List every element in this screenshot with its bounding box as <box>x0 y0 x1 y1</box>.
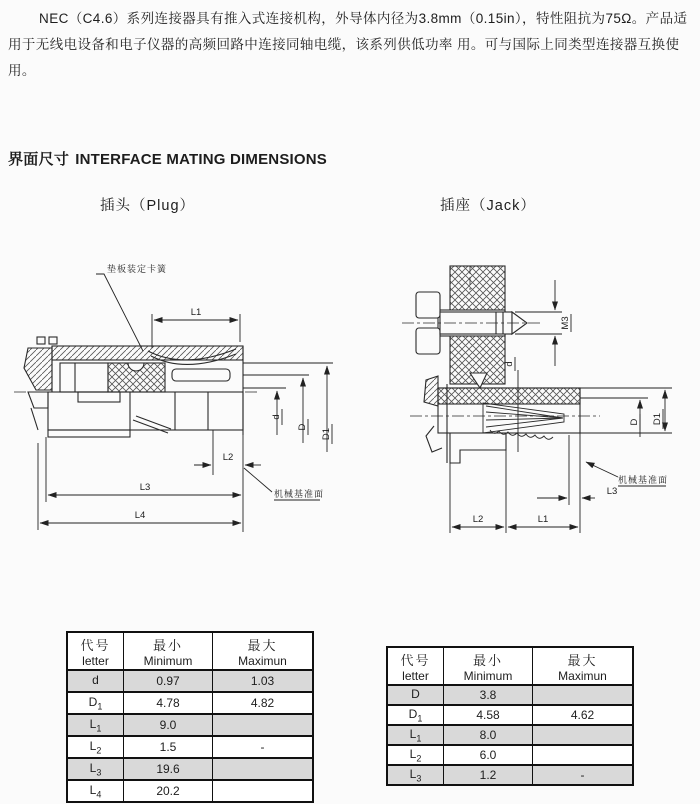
cell-letter: $D_1$ <box>387 705 444 725</box>
cell-letter: $L_1$ <box>67 714 124 736</box>
plug-callout-label: 垫板装定卡簧 <box>107 264 168 274</box>
cell-letter: $L_3$ <box>67 758 124 780</box>
header-minimum: 最小 Minimum <box>124 632 213 670</box>
cell-max <box>533 685 634 705</box>
cell-min: 1.5 <box>124 736 213 758</box>
plug-callout-leader <box>96 274 143 351</box>
plug-dim-l4: L4 <box>134 510 146 521</box>
cell-letter: $L_2$ <box>67 736 124 758</box>
cell-min: 4.78 <box>124 692 213 714</box>
table-row <box>67 692 313 714</box>
cell-letter: $L_4$ <box>67 780 124 802</box>
jack-barrel-knurl <box>438 388 580 404</box>
table-row <box>387 685 633 705</box>
cell-max: - <box>213 736 314 758</box>
cell-max: - <box>533 765 634 785</box>
plug-shell-knurl <box>52 346 243 360</box>
table-row <box>387 745 633 765</box>
cell-letter: $D_1$ <box>67 692 124 714</box>
cell-max <box>213 758 314 780</box>
jack-dim-l2: L2 <box>472 514 484 525</box>
table-row <box>67 758 313 780</box>
jack-dimension-table <box>386 646 634 786</box>
plug-dimension-table <box>66 631 314 803</box>
section-heading <box>8 148 327 169</box>
header-letter: 代号 letter <box>67 632 124 670</box>
intro-paragraph: NEC（C4.6）系列连接器具有推入式连接机构，外导体内径为3.8mm（0.15in），特性阻抗为75Ω。产品适用于无线电设备和电子仪器的高频回路中连接同轴电缆，该系列供低功率 用。可与国际上同类型连接器互换使用。 <box>8 11 688 78</box>
cell-letter: $L_1$ <box>387 725 444 745</box>
cell-letter: $L_2$ <box>387 745 444 765</box>
cell-min: 20.2 <box>124 780 213 802</box>
jack-dim-D1: D1 <box>652 412 663 426</box>
jack-datum-leader <box>586 462 618 477</box>
cell-max <box>213 714 314 736</box>
cell-max: 4.82 <box>213 692 314 714</box>
table-header-row <box>67 632 313 670</box>
jack-dim-l1: L1 <box>537 514 549 525</box>
cell-max: 4.62 <box>533 705 634 725</box>
cell-letter: $L_3$ <box>387 765 444 785</box>
header-letter: 代号 letter <box>387 647 444 685</box>
plug-dim-l3: L3 <box>139 482 151 493</box>
cell-max: 1.03 <box>213 670 314 692</box>
cell-min: 0.97 <box>124 670 213 692</box>
plug-dim-D: D <box>297 423 308 431</box>
plug-dim-l1: L1 <box>190 307 202 318</box>
plug-diagram <box>0 230 350 540</box>
cell-letter: D <box>387 685 444 705</box>
section-heading-zh: 界面尺寸 <box>8 151 70 168</box>
table-row <box>387 765 633 785</box>
cell-max <box>533 745 634 765</box>
plug-dim-D1: D1 <box>321 427 332 441</box>
table-row <box>67 714 313 736</box>
jack-diagram <box>350 230 700 540</box>
plug-datum-leader <box>244 468 272 492</box>
plug-dim-l2: L2 <box>222 452 234 463</box>
cell-max <box>213 780 314 802</box>
cell-min: 1.2 <box>444 765 533 785</box>
plug-heading: 插头（Plug） <box>100 198 196 214</box>
cell-min: 4.58 <box>444 705 533 725</box>
cell-min: 19.6 <box>124 758 213 780</box>
cell-min: 8.0 <box>444 725 533 745</box>
jack-dim-l3: L3 <box>606 486 618 497</box>
table-row <box>387 705 633 725</box>
jack-dim-d: d <box>504 361 515 367</box>
cell-min: 9.0 <box>124 714 213 736</box>
jack-spring-contact <box>483 403 564 439</box>
jack-datum-label: 机械基准面 <box>618 475 669 485</box>
table-row <box>67 780 313 802</box>
header-maximum: 最大 Maximun <box>213 632 314 670</box>
table-header-row <box>387 647 633 685</box>
plug-datum-label: 机械基准面 <box>274 489 325 499</box>
plug-dim-d: d <box>271 414 282 420</box>
jack-thread-label: M3 <box>560 316 571 330</box>
table-row <box>67 736 313 758</box>
plug-cable-gland <box>24 348 52 390</box>
cell-min: 6.0 <box>444 745 533 765</box>
header-minimum: 最小 Minimum <box>444 647 533 685</box>
table-row <box>387 725 633 745</box>
cell-max <box>533 725 634 745</box>
header-maximum: 最大 Maximun <box>533 647 634 685</box>
jack-dim-D: D <box>629 418 640 426</box>
cell-letter: d <box>67 670 124 692</box>
section-heading-en: INTERFACE MATING DIMENSIONS <box>75 151 327 168</box>
cell-min: 3.8 <box>444 685 533 705</box>
jack-heading: 插座（Jack） <box>440 198 536 214</box>
jack-gland <box>424 376 438 406</box>
table-row <box>67 670 313 692</box>
